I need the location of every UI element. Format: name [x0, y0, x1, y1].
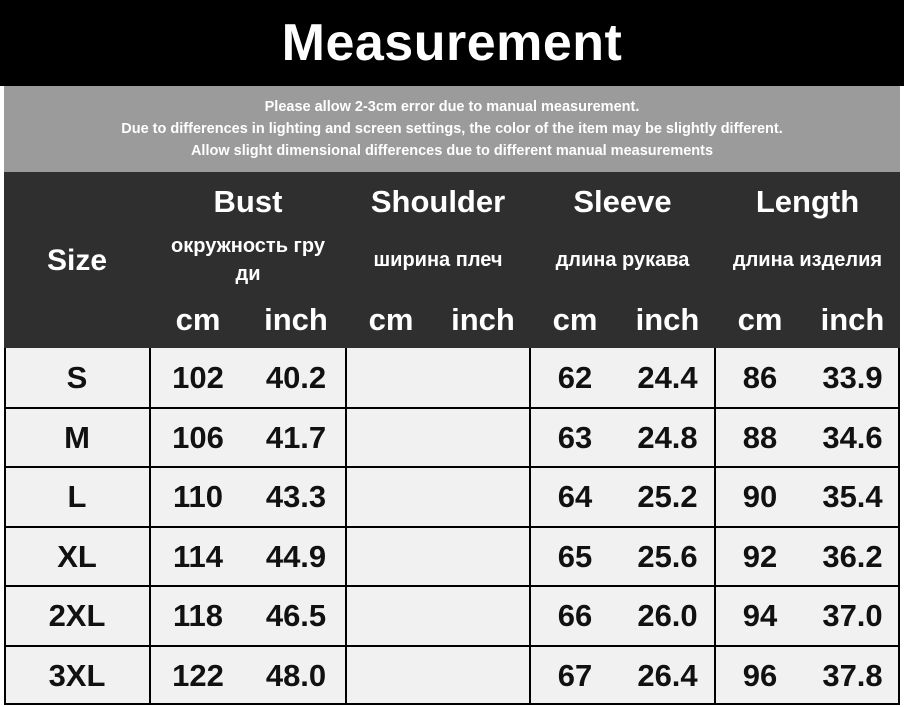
table-row — [4, 467, 900, 526]
cell-shoulder-cm — [346, 408, 436, 467]
sleeve-unit-inch: inch — [635, 302, 700, 337]
cell-sleeve-cm: 67 — [557, 657, 593, 693]
column-divider — [898, 348, 900, 705]
cell-size: 2XL — [48, 597, 106, 633]
table-row — [4, 586, 900, 645]
bust-header: Bust — [213, 184, 283, 219]
cell-length-cm: 92 — [742, 538, 778, 574]
cell-length-inch: 37.8 — [822, 657, 883, 693]
note-line: Allow slight dimensional differences due to different manual measurements — [190, 143, 714, 159]
table-row — [4, 527, 900, 586]
shoulder-unit-cm: cm — [368, 302, 414, 337]
column-divider — [714, 348, 716, 705]
table-bottom-border — [4, 703, 900, 705]
cell-length-inch: 36.2 — [822, 538, 883, 574]
cell-bust-cm: 106 — [172, 419, 224, 455]
page-title: Measurement — [281, 14, 623, 72]
note-line: Due to differences in lighting and screen settings, the color of the item may be slightly different. — [121, 121, 783, 137]
table-row — [4, 408, 900, 467]
length-header: Length — [755, 184, 860, 219]
cell-bust-cm: 110 — [172, 478, 223, 514]
cell-bust-inch: 46.5 — [265, 597, 327, 633]
column-divider — [4, 348, 6, 705]
cell-sleeve-cm: 66 — [557, 597, 593, 633]
cell-sleeve-cm: 63 — [557, 419, 593, 455]
cell-size: XL — [57, 538, 97, 574]
cell-shoulder-inch — [436, 348, 530, 407]
cell-length-cm: 86 — [742, 359, 778, 395]
cell-sleeve-inch: 26.0 — [637, 597, 698, 633]
bust-header-ru-line2: ди — [235, 263, 261, 285]
bust-unit-inch: inch — [264, 302, 328, 337]
cell-sleeve-inch: 25.2 — [637, 478, 698, 514]
cell-sleeve-cm: 64 — [557, 478, 593, 514]
cell-bust-cm: 102 — [172, 359, 224, 395]
bust-unit-cm: cm — [175, 302, 221, 337]
cell-bust-cm: 118 — [172, 597, 223, 633]
length-unit-cm: cm — [737, 302, 783, 337]
cell-length-inch: 35.4 — [822, 478, 883, 514]
cell-shoulder-cm — [346, 527, 436, 586]
cell-shoulder-cm — [346, 467, 436, 526]
cell-bust-inch: 40.2 — [265, 359, 327, 395]
cell-length-cm: 94 — [742, 597, 778, 633]
cell-bust-inch: 48.0 — [265, 657, 327, 693]
sleeve-unit-cm: cm — [552, 302, 598, 337]
cell-sleeve-inch: 26.4 — [637, 657, 698, 693]
bust-header-ru — [150, 230, 346, 290]
cell-size: M — [64, 419, 90, 455]
sleeve-header-ru: длина рукава — [555, 249, 690, 271]
size-header: Size — [46, 244, 108, 277]
table-row — [4, 348, 900, 407]
cell-length-cm: 96 — [742, 657, 778, 693]
row-divider — [4, 645, 900, 647]
cell-length-inch: 33.9 — [822, 359, 883, 395]
cell-size: 3XL — [48, 657, 106, 693]
cell-sleeve-cm: 65 — [557, 538, 593, 574]
column-divider — [529, 348, 531, 705]
cell-length-cm: 88 — [742, 419, 778, 455]
title-bar — [0, 0, 904, 86]
table-row — [4, 646, 900, 705]
column-divider — [149, 348, 151, 705]
cell-shoulder-inch — [436, 467, 530, 526]
row-divider — [4, 585, 900, 587]
cell-sleeve-inch: 24.8 — [637, 419, 698, 455]
note-line: Please allow 2-3cm error due to manual measurement. — [264, 99, 640, 115]
cell-shoulder-inch — [436, 527, 530, 586]
cell-sleeve-inch: 25.6 — [637, 538, 698, 574]
table-header — [4, 172, 900, 348]
cell-bust-cm: 122 — [172, 657, 224, 693]
cell-shoulder-cm — [346, 586, 436, 645]
cell-shoulder-inch — [436, 408, 530, 467]
cell-shoulder-cm — [346, 348, 436, 407]
cell-size: S — [66, 359, 88, 395]
row-divider — [4, 466, 900, 468]
sleeve-header: Sleeve — [573, 184, 672, 219]
cell-sleeve-cm: 62 — [557, 359, 593, 395]
cell-shoulder-inch — [436, 586, 530, 645]
shoulder-header: Shoulder — [370, 184, 506, 219]
shoulder-header-ru: ширина плеч — [373, 249, 503, 271]
cell-length-cm: 90 — [742, 478, 778, 514]
cell-length-inch: 34.6 — [822, 419, 883, 455]
length-header-ru: длина изделия — [732, 249, 883, 271]
size-table-body — [4, 348, 900, 705]
length-unit-inch: inch — [820, 302, 885, 337]
column-divider — [345, 348, 347, 705]
cell-sleeve-inch: 24.4 — [637, 359, 698, 395]
cell-bust-cm: 114 — [172, 538, 223, 574]
cell-shoulder-cm — [346, 646, 436, 705]
notes-panel — [4, 86, 900, 172]
cell-bust-inch: 43.3 — [265, 478, 327, 514]
shoulder-unit-inch: inch — [451, 302, 515, 337]
cell-size: L — [67, 478, 87, 514]
cell-bust-inch: 41.7 — [265, 419, 327, 455]
cell-shoulder-inch — [436, 646, 530, 705]
bust-header-ru-line1: окружность гру — [171, 235, 325, 257]
cell-bust-inch: 44.9 — [265, 538, 327, 574]
row-divider — [4, 526, 900, 528]
cell-length-inch: 37.0 — [822, 597, 883, 633]
row-divider — [4, 407, 900, 409]
